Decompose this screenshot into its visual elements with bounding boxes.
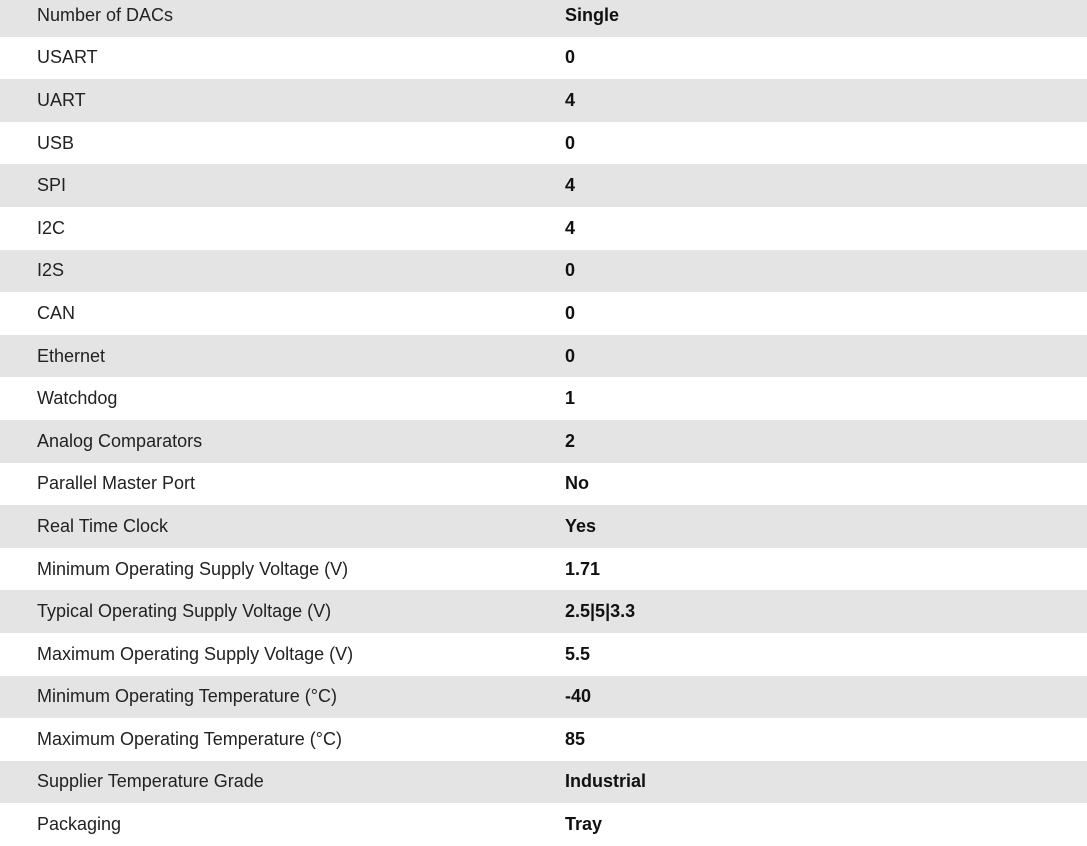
spec-value: 4: [565, 175, 576, 196]
spec-row-watchdog: [0, 377, 1087, 420]
spec-value: -40: [565, 686, 592, 707]
spec-value: 2: [565, 430, 576, 451]
spec-row-max-supply-voltage: [0, 633, 1087, 676]
spec-value: Yes: [565, 515, 597, 536]
spec-label: Maximum Operating Temperature (°C): [37, 728, 342, 749]
spec-row-min-operating-temperature: [0, 676, 1087, 719]
spec-label: Ethernet: [37, 345, 106, 366]
spec-label: USART: [37, 47, 98, 68]
spec-label: Typical Operating Supply Voltage (V): [37, 601, 332, 622]
spec-label: Number of DACs: [37, 4, 174, 25]
spec-row-parallel-master-port: [0, 463, 1087, 506]
spec-value: 0: [565, 260, 576, 281]
spec-row-i2s: [0, 250, 1087, 293]
spec-label: USB: [37, 132, 75, 153]
spec-row-uart: [0, 79, 1087, 122]
spec-row-analog-comparators: [0, 420, 1087, 463]
spec-label: Minimum Operating Supply Voltage (V): [37, 558, 349, 579]
spec-label: Supplier Temperature Grade: [37, 771, 264, 792]
spec-row-real-time-clock: [0, 505, 1087, 548]
spec-row-supplier-temperature-grade: [0, 761, 1087, 804]
spec-row-max-operating-temperature: [0, 718, 1087, 761]
spec-label: UART: [37, 89, 86, 110]
spec-row-spi: [0, 164, 1087, 207]
spec-value: 0: [565, 302, 576, 323]
spec-label: Minimum Operating Temperature (°C): [37, 686, 337, 707]
spec-row-can: [0, 292, 1087, 335]
spec-value: 0: [565, 132, 576, 153]
spec-value: 5.5: [565, 643, 591, 664]
spec-value: 4: [565, 217, 576, 238]
spec-row-min-supply-voltage: [0, 548, 1087, 591]
spec-value: Tray: [565, 814, 603, 835]
spec-label: SPI: [37, 175, 67, 196]
spec-label: Watchdog: [37, 388, 118, 409]
spec-label: Maximum Operating Supply Voltage (V): [37, 643, 354, 664]
spec-value: 0: [565, 47, 576, 68]
spec-label: I2C: [37, 217, 66, 238]
spec-label: CAN: [37, 302, 76, 323]
spec-value: 1.71: [565, 558, 601, 579]
spec-value: No: [565, 473, 589, 494]
spec-row-number-of-dacs: [0, 0, 1087, 37]
spec-label: Analog Comparators: [37, 430, 203, 451]
spec-value: Single: [565, 4, 620, 25]
spec-value: 0: [565, 345, 576, 366]
spec-label: Parallel Master Port: [37, 473, 196, 494]
spec-label: I2S: [37, 260, 65, 281]
spec-row-typical-supply-voltage: [0, 590, 1087, 633]
spec-row-usart: [0, 37, 1087, 80]
spec-label: Real Time Clock: [37, 515, 169, 536]
spec-value: 85: [565, 728, 586, 749]
spec-row-packaging: [0, 803, 1087, 846]
spec-value: 4: [565, 89, 576, 110]
spec-row-ethernet: [0, 335, 1087, 378]
spec-row-usb: [0, 122, 1087, 165]
spec-value: 1: [565, 388, 576, 409]
spec-row-i2c: [0, 207, 1087, 250]
spec-label: Packaging: [37, 814, 122, 835]
spec-value: Industrial: [565, 771, 647, 792]
spec-value: 2.5|5|3.3: [565, 601, 636, 622]
